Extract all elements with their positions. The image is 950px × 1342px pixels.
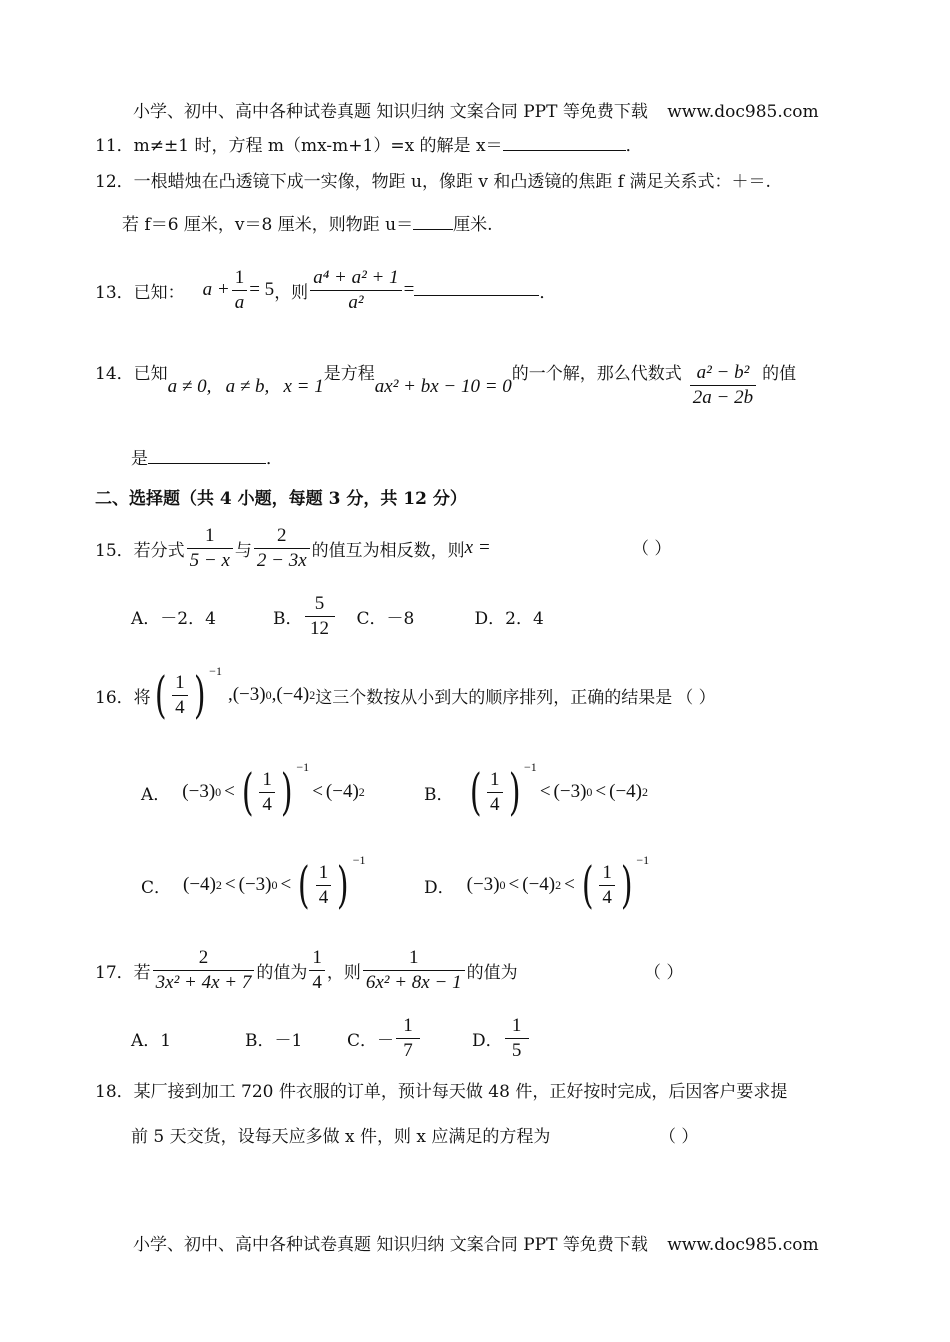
question-15 [95, 520, 491, 576]
q11-end: ． [625, 136, 643, 156]
q14-number: 14． [95, 364, 134, 384]
question-16 [95, 664, 716, 726]
q13-lhs-eq: = 5 [249, 279, 275, 300]
question-14 [95, 353, 796, 417]
q11-number: 11． [95, 136, 134, 156]
q13-eq: = [403, 279, 415, 300]
q17-option-c-frac [396, 1014, 420, 1063]
header-text: 小学、初中、高中各种试卷真题 知识归纳 文案合同 PPT 等免费下载 [133, 102, 648, 122]
q17-option-d-den: 5 [511, 1039, 522, 1061]
q18-answer-paren: （ ） [659, 1127, 699, 1147]
q15-frac2-den: 2 − 3x [256, 549, 307, 571]
q17-frac1-den: 3x² + 4x + 7 [155, 971, 252, 993]
q13-frac2-num: a⁴ + a² + 1 [310, 266, 401, 291]
q14-text-c: 的一个解，那么代数式 [511, 364, 682, 384]
q15-text-a: 若分式 [133, 540, 185, 561]
q18-line1: 某厂接到加工 720 件衣服的订单，预计每天做 48 件，正好按时完成，后因客户要求提 [133, 1082, 788, 1102]
q14-equation: ax² + bx − 10 = 0 [374, 376, 512, 397]
q13-text-b: ，则 [274, 282, 309, 303]
q16-text-b: 这三个数按从小到大的顺序排列，正确的结果是 [315, 687, 673, 708]
q16-answer-paren: （ ） [676, 687, 716, 708]
q15-frac1-den: 5 − x [189, 549, 230, 571]
q15-option-b-label: B． [273, 608, 303, 629]
question-18-line2 [131, 1122, 550, 1147]
q13-frac1-den: a [234, 291, 245, 313]
q13-end: ． [539, 282, 557, 303]
q15-number: 15． [95, 540, 134, 561]
q15-frac2 [254, 524, 310, 573]
question-13 [95, 262, 556, 318]
question-12 [95, 167, 771, 192]
q17-text-b: 的值为 [256, 962, 308, 983]
q14-frac-num: a² − b² [690, 361, 756, 386]
q16-option-b: B． ( $\frac{1}{4}$ ) −1 < ( −3 ) 0 < ( −4 ) 2 [424, 760, 648, 821]
q16-option-c: C． ( −4 ) 2 < ( −3 ) 0 < ( $\frac{1}{4}$ ) −1 [141, 853, 366, 914]
question-18 [95, 1077, 787, 1102]
q15-frac2-num: 2 [254, 524, 310, 549]
question-14-line2 [131, 444, 283, 469]
q14-text-b: 是方程 [323, 364, 375, 384]
q18-number: 18． [95, 1082, 134, 1102]
q17-option-d-num: 1 [505, 1014, 529, 1039]
q11-text: m≠±1 时，方程 m（mx-m+1）=x 的解是 x＝ [133, 136, 503, 156]
q17-frac3 [363, 946, 465, 995]
q17-option-c-label: C．－ [347, 1030, 395, 1051]
q14-line2: 是 [131, 449, 148, 469]
q17-option-a: A．1 [131, 1030, 172, 1051]
q13-frac2-den: a² [348, 291, 364, 313]
header-url: www.doc985.com [667, 102, 819, 122]
q17-text-d: 的值为 [466, 962, 518, 983]
q17-frac2-num: 1 [309, 946, 325, 971]
q17-answer-paren: （ ） [644, 963, 684, 983]
q12-line2a: 若 f＝6 厘米，v＝8 厘米，则物距 u＝ [122, 215, 414, 235]
q17-frac2-den: 4 [312, 971, 322, 993]
q13-answer-blank [414, 295, 539, 296]
q17-options [131, 1012, 531, 1064]
q16-exp-neg1: −1 [209, 664, 222, 678]
q17-frac1 [153, 946, 255, 995]
q15-options [131, 590, 544, 642]
q14-conditions: a ≠ 0, a ≠ b, x = 1 [167, 376, 324, 397]
q15-frac1 [187, 524, 233, 573]
q17-frac3-den: 6x² + 8x − 1 [365, 971, 462, 993]
q17-option-d-label: D． [472, 1030, 503, 1051]
q13-text-a: 已知： [133, 282, 185, 303]
q14-text-a: 已知 [133, 364, 168, 384]
q13-frac1-num: 1 [232, 266, 248, 291]
q15-x-eq: x = [464, 537, 491, 558]
q18-line2: 前 5 天交货，设每天应多做 x 件，则 x 应满足的方程为 [131, 1127, 551, 1147]
q15-answer-paren: （ ） [632, 539, 672, 559]
q15-option-b-num: 5 [305, 592, 335, 617]
q17-number: 17． [95, 962, 134, 983]
q17-option-b: B．－1 [245, 1030, 303, 1051]
q16-expr-frac-num: 1 [172, 671, 188, 696]
question-12-line2 [122, 210, 493, 235]
question-17 [95, 942, 518, 998]
q15-text-c: 的值互为相反数，则 [311, 540, 465, 561]
q14-frac [690, 361, 756, 410]
q15-frac1-num: 1 [187, 524, 233, 549]
q15-option-d: D．2．4 [474, 608, 544, 629]
q14-end: ． [266, 449, 283, 469]
q12-line1: 一根蜡烛在凸透镜下成一实像，物距 u，像距 v 和凸透镜的焦距 f 满足关系式：＋＝. [133, 172, 771, 192]
section-2-heading: 二、选择题（共 4 小题，每题 3 分，共 12 分） [95, 489, 467, 509]
q16-option-a: A． ( −3 ) 0 < ( $\frac{1}{4}$ ) −1 < ( −4 ) 2 [141, 760, 365, 821]
footer-text: 小学、初中、高中各种试卷真题 知识归纳 文案合同 PPT 等免费下载 [133, 1235, 648, 1255]
q13-frac2 [310, 266, 401, 315]
q15-text-b: 与 [234, 540, 252, 561]
q14-frac-den: 2a − 2b [692, 386, 754, 408]
q12-line2b: 厘米. [453, 215, 493, 235]
q17-frac3-num: 1 [363, 946, 465, 971]
q14-text-d: 的值 [762, 364, 797, 384]
footer-url: www.doc985.com [667, 1235, 819, 1255]
q17-option-d-frac [505, 1014, 529, 1063]
question-11 [95, 131, 643, 156]
q16-expr-frac-den: 4 [175, 696, 185, 718]
q15-option-a: A．－2．4 [131, 608, 216, 629]
q14-answer-blank [148, 463, 266, 464]
q13-frac1 [232, 266, 248, 315]
q16-option-d: D． ( −3 ) 0 < ( −4 ) 2 < ( $\frac{1}{4}$ ) −1 [424, 853, 650, 914]
q17-frac2 [309, 946, 325, 995]
q17-text-a: 若 [133, 962, 151, 983]
q16-expression: ( $\frac{1}{4}$ ) −1 , ( −3 ) 0 , ( −4 ) 2 [154, 664, 316, 724]
q12-answer-blank [413, 229, 453, 230]
q13-lhs-a: a + [202, 279, 230, 300]
q15-option-c: C．－8 [356, 608, 415, 629]
q16-number: 16． [95, 687, 134, 708]
q11-answer-blank [503, 150, 626, 151]
q15-option-b-den: 12 [310, 617, 329, 639]
q17-option-c-den: 7 [403, 1039, 413, 1061]
q16-text-a: 将 [133, 687, 151, 708]
q17-option-c-num: 1 [396, 1014, 420, 1039]
q17-text-c: ，则 [326, 962, 361, 983]
q12-number: 12． [95, 172, 134, 192]
q13-number: 13． [95, 282, 134, 303]
q16-expr-frac [172, 671, 188, 720]
q17-frac1-num: 2 [153, 946, 255, 971]
q15-option-b-frac [305, 592, 335, 641]
page-header [133, 97, 819, 122]
page-footer [133, 1230, 819, 1255]
